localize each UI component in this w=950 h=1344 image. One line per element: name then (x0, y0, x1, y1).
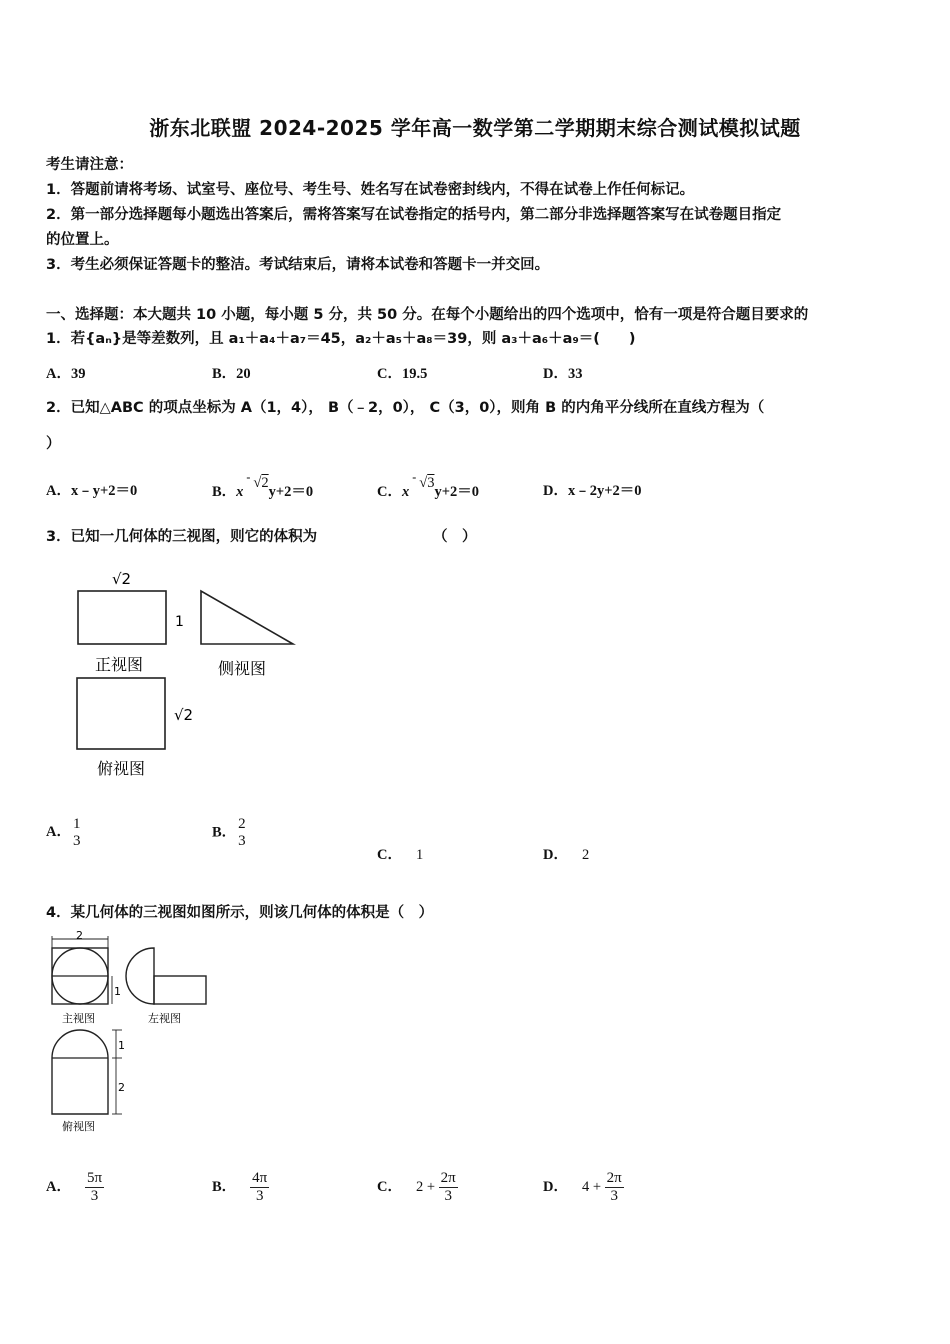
notice-item: 2．第一部分选择题每小题选出答案后，需将答案写在试卷指定的括号内，第二部分非选择题答案写在试卷题目指定 (46, 207, 782, 223)
q3-front-view (78, 591, 166, 644)
q3-depth-label: √2 (174, 706, 194, 724)
notice-item: 3．考生必须保证答题卡的整洁。考试结束后，请将本试卷和答题卡一并交回。 (46, 257, 550, 273)
q3-side-view (201, 591, 293, 644)
q3-option-d: D． 2 (543, 847, 590, 863)
q4-dim-top-2: 2 (118, 1081, 125, 1094)
q4-option-a: A． $\frac{5\pi}{3}$ (46, 1170, 103, 1204)
q2-option-c: C．x- √3y+2＝0 (377, 470, 479, 500)
q4-option-b: B． $\frac{4\pi}{3}$ (212, 1170, 268, 1204)
q2-option-d: D．x﹣2y+2＝0 (543, 483, 642, 499)
q3-option-b: B． 2 3 (212, 816, 246, 849)
q4-top-label: 俯视图 (62, 1120, 95, 1133)
q4-front-label: 主视图 (62, 1012, 95, 1025)
q1-option-a: A．39 (46, 366, 86, 382)
q3-height-label: 1 (175, 614, 184, 630)
q1-option-b: B．20 (212, 366, 251, 382)
q3-option-c: C． 1 (377, 847, 424, 863)
q3-top-view (77, 678, 165, 749)
notice-heading: 考生请注意： (46, 157, 133, 173)
section-heading: 一、选择题：本大题共 10 小题，每小题 5 分，共 50 分。在每个小题给出的四个选项中，恰有一项是符合题目要求的 (46, 307, 809, 323)
q4-dim-front-h: 1 (114, 985, 121, 998)
notice-item: 1．答题前请将考场、试室号、座位号、考生号、姓名写在试卷密封线内，不得在试卷上作任何标记。 (46, 182, 695, 198)
notice-item: 的位置上。 (46, 232, 119, 248)
q2-option-b: B．x- √2y+2＝0 (212, 470, 314, 500)
q3-side-label: 侧视图 (218, 659, 267, 678)
question-2-stem-end: ） (46, 436, 61, 452)
q3-option-a: A． 1 3 (46, 816, 81, 849)
question-3-paren: （ ） (433, 529, 477, 545)
q2-option-a: A．x﹣y+2＝0 (46, 483, 138, 499)
q4-three-view-figure (44, 928, 224, 1140)
q3-width-label: √2 (112, 570, 132, 588)
q4-dim-top: 2 (76, 929, 83, 942)
q4-dim-top-1: 1 (118, 1039, 125, 1052)
question-3-stem: 3．已知一几何体的三视图，则它的体积为 (46, 529, 318, 545)
q3-three-view-figure (60, 558, 320, 788)
question-1-stem: 1．若{aₙ}是等差数列，且 a₁＋a₄＋a₇＝45，a₂＋a₅＋a₈＝39，则 a₃＋a₆＋a₉＝( ) (46, 331, 636, 347)
q4-top-view (52, 1030, 108, 1114)
q4-option-c: C． 2 + $\frac{2\pi}{3}$ (377, 1170, 456, 1204)
q1-option-d: D．33 (543, 366, 583, 382)
q4-option-d: D． 4 + $\frac{2\pi}{3}$ (543, 1170, 622, 1204)
q1-option-c: C．19.5 (377, 366, 428, 382)
question-2-stem: 2．已知△ABC 的项点坐标为 A（1，4）， B（﹣2，0）， C（3，0），则角 B 的内角平分线所在直线方程为（ (46, 400, 765, 416)
page-title: 浙东北联盟 2024-2025 学年高一数学第二学期期末综合测试模拟试题 (149, 116, 801, 140)
q4-side-label: 左视图 (148, 1012, 181, 1025)
question-4-stem: 4．某几何体的三视图如图所示，则该几何体的体积是（ ） (46, 905, 434, 921)
q3-top-label: 俯视图 (97, 759, 146, 778)
q4-side-view (126, 948, 154, 1004)
q3-front-label: 正视图 (95, 655, 144, 674)
